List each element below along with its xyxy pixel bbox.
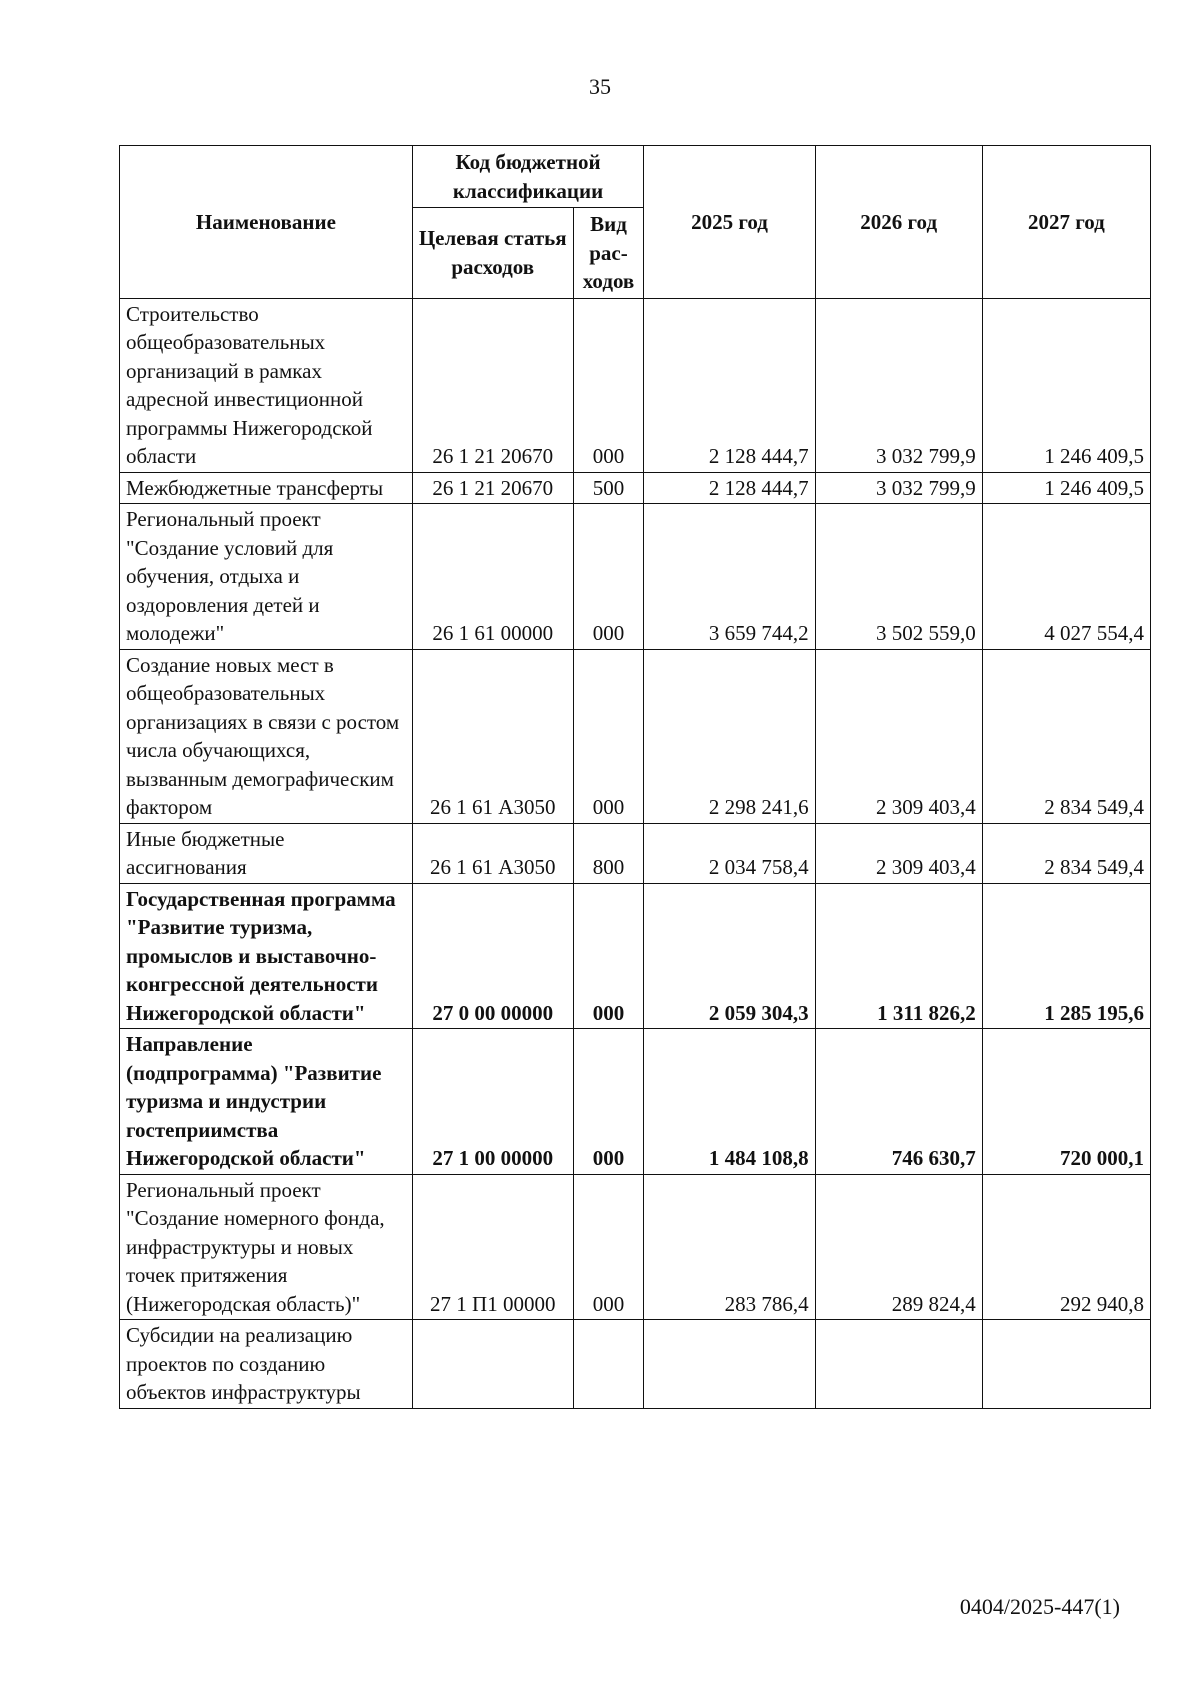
cell-name: Государственная программа "Развитие туризма, промыслов и выставочно-конгрессной деятельности Нижегородской области"	[120, 883, 413, 1029]
cell-name: Строительство общеобразовательных организаций в рамках адресной инвестиционной программы Нижегородской области	[120, 298, 413, 472]
cell-2026: 2 309 403,4	[815, 823, 982, 883]
document-id: 0404/2025-447(1)	[959, 1594, 1120, 1619]
cell-2026: 2 309 403,4	[815, 649, 982, 823]
cell-expense-kind: 000	[573, 504, 644, 650]
cell-2025: 2 034 758,4	[644, 823, 815, 883]
cell-target-article: 26 1 61 А3050	[412, 649, 573, 823]
cell-expense-kind: 500	[573, 472, 644, 504]
cell-2027: 1 246 409,5	[982, 298, 1150, 472]
cell-target-article: 27 1 00 00000	[412, 1029, 573, 1175]
cell-expense-kind	[573, 1320, 644, 1409]
cell-2027: 720 000,1	[982, 1029, 1150, 1175]
table-row	[120, 823, 1151, 883]
cell-2027	[982, 1320, 1150, 1409]
cell-2027: 292 940,8	[982, 1174, 1150, 1320]
header-2026: 2026 год	[815, 146, 982, 299]
table-row	[120, 472, 1151, 504]
cell-target-article: 26 1 61 00000	[412, 504, 573, 650]
cell-expense-kind: 000	[573, 649, 644, 823]
cell-2025: 2 128 444,7	[644, 298, 815, 472]
cell-2025: 1 484 108,8	[644, 1029, 815, 1175]
cell-name: Направление (подпрограмма) "Развитие туризма и индустрии гостеприимства Нижегородской области"	[120, 1029, 413, 1175]
cell-2026: 3 032 799,9	[815, 298, 982, 472]
cell-expense-kind: 800	[573, 823, 644, 883]
header-2027: 2027 год	[982, 146, 1150, 299]
table-row	[120, 1174, 1151, 1320]
table-row	[120, 298, 1151, 472]
cell-expense-kind: 000	[573, 298, 644, 472]
cell-target-article: 27 0 00 00000	[412, 883, 573, 1029]
cell-2025: 3 659 744,2	[644, 504, 815, 650]
cell-name: Региональный проект "Создание условий для обучения, отдыха и оздоровления детей и молодежи"	[120, 504, 413, 650]
cell-target-article: 26 1 21 20670	[412, 472, 573, 504]
table-row	[120, 883, 1151, 1029]
cell-2025: 2 128 444,7	[644, 472, 815, 504]
cell-name: Субсидии на реализацию проектов по созданию объектов инфраструктуры	[120, 1320, 413, 1409]
header-expense-kind: Вид рас-ходов	[573, 208, 644, 299]
cell-target-article: 26 1 61 А3050	[412, 823, 573, 883]
cell-2027: 1 246 409,5	[982, 472, 1150, 504]
cell-target-article: 26 1 21 20670	[412, 298, 573, 472]
cell-2027: 1 285 195,6	[982, 883, 1150, 1029]
header-kbk: Код бюджетной классификации	[412, 146, 644, 208]
cell-expense-kind: 000	[573, 1174, 644, 1320]
cell-2026: 289 824,4	[815, 1174, 982, 1320]
cell-2026	[815, 1320, 982, 1409]
table-row	[120, 1320, 1151, 1409]
header-target-article: Целевая статья расходов	[412, 208, 573, 299]
table-row	[120, 504, 1151, 650]
cell-name: Региональный проект "Создание номерного фонда, инфраструктуры и новых точек притяжения (Нижегородская область)"	[120, 1174, 413, 1320]
header-2025: 2025 год	[644, 146, 815, 299]
cell-2026: 3 032 799,9	[815, 472, 982, 504]
budget-table	[119, 145, 1151, 1409]
cell-2026: 3 502 559,0	[815, 504, 982, 650]
cell-expense-kind: 000	[573, 883, 644, 1029]
table-row	[120, 1029, 1151, 1175]
cell-2027: 2 834 549,4	[982, 649, 1150, 823]
cell-name: Создание новых мест в общеобразовательных организациях в связи с ростом числа обучающихся, вызванным демографическим фактором	[120, 649, 413, 823]
table-row	[120, 649, 1151, 823]
cell-name: Иные бюджетные ассигнования	[120, 823, 413, 883]
cell-2025: 2 298 241,6	[644, 649, 815, 823]
page-number: 35	[589, 74, 611, 99]
cell-target-article	[412, 1320, 573, 1409]
cell-target-article: 27 1 П1 00000	[412, 1174, 573, 1320]
cell-2027: 4 027 554,4	[982, 504, 1150, 650]
header-name: Наименование	[120, 146, 413, 299]
cell-2027: 2 834 549,4	[982, 823, 1150, 883]
cell-name: Межбюджетные трансферты	[120, 472, 413, 504]
cell-2025: 283 786,4	[644, 1174, 815, 1320]
cell-2025	[644, 1320, 815, 1409]
cell-2026: 746 630,7	[815, 1029, 982, 1175]
table-body	[120, 298, 1151, 1408]
cell-2026: 1 311 826,2	[815, 883, 982, 1029]
cell-2025: 2 059 304,3	[644, 883, 815, 1029]
cell-expense-kind: 000	[573, 1029, 644, 1175]
